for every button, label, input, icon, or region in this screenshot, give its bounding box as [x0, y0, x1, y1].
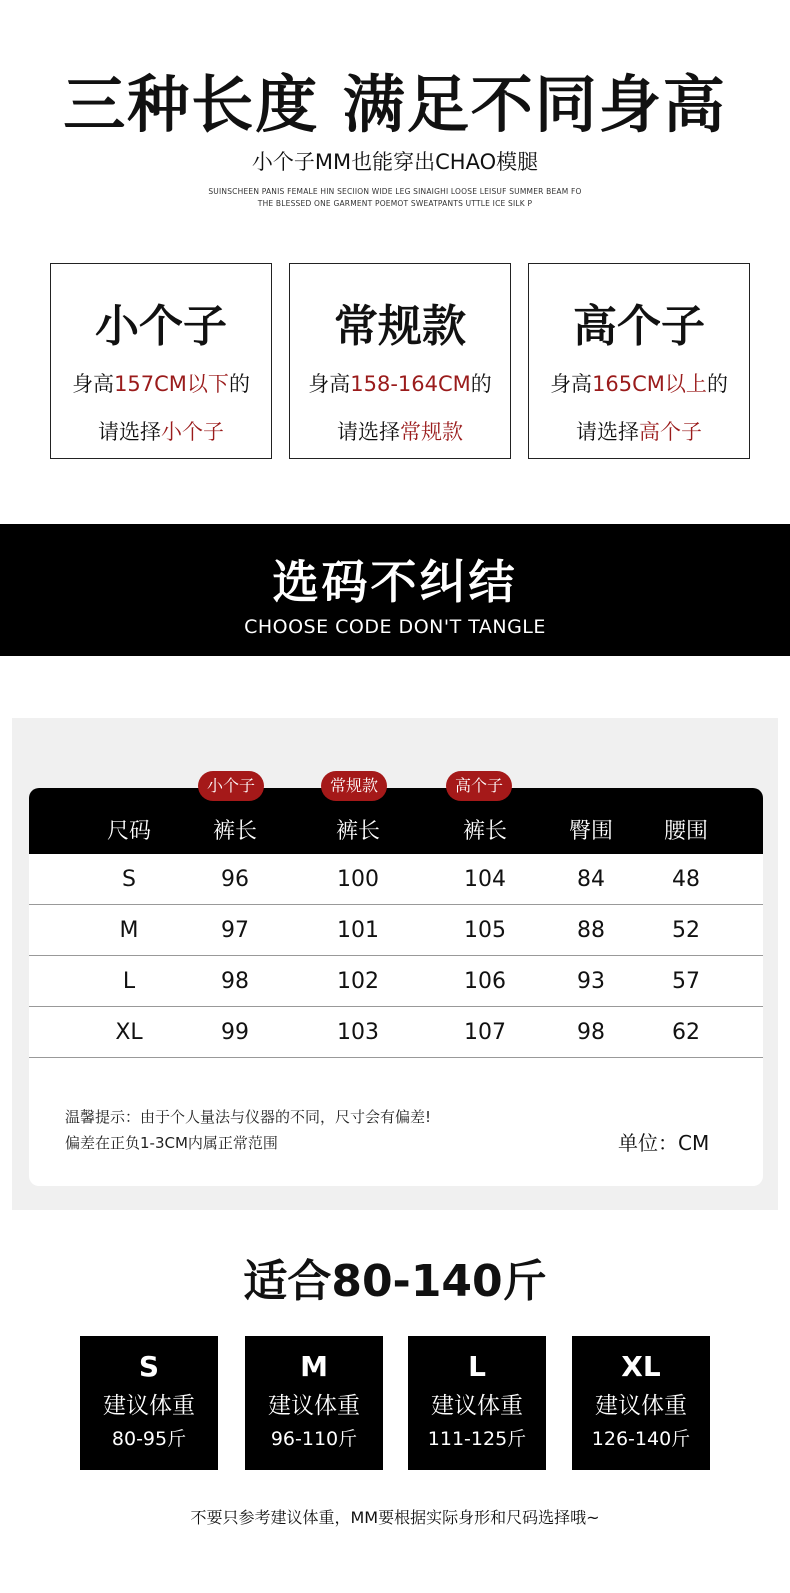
weight-card-size: M — [300, 1350, 328, 1383]
table-row — [29, 854, 763, 905]
table-cell: XL — [115, 1020, 143, 1045]
page-title: 三种长度 满足不同身高 — [63, 68, 727, 141]
table-cell: 103 — [337, 1020, 379, 1045]
table-cell: 96 — [221, 867, 249, 892]
length-box-height: 身高158-164CM的 — [308, 372, 492, 396]
weight-card-range: 80-95斤 — [111, 1428, 187, 1450]
weight-card-range: 111-125斤 — [427, 1428, 527, 1450]
banner-subtitle: CHOOSE CODE DON'T TANGLE — [244, 616, 546, 638]
footer-note: 不要只参考建议体重，MM要根据实际身形和尺码选择哦~ — [190, 1508, 600, 1527]
table-cell: L — [122, 969, 136, 994]
measurement-note: 温馨提示：由于个人量法与仪器的不同，尺寸会有偏差! — [65, 1108, 432, 1126]
weight-section-title: 适合80-140斤 — [243, 1256, 547, 1307]
table-cell: M — [119, 918, 139, 943]
table-cell: 107 — [464, 1020, 506, 1045]
length-box-title: 小个子 — [95, 301, 227, 352]
table-cell: 105 — [464, 918, 506, 943]
weight-card-m — [245, 1336, 383, 1470]
header-length-tall: 裤长 — [462, 819, 507, 844]
table-cell: 102 — [337, 969, 379, 994]
length-box-title: 高个子 — [573, 301, 705, 352]
length-box-choice: 请选择小个子 — [98, 420, 224, 444]
weight-card-size: L — [468, 1350, 486, 1383]
pill-regular: 常规款 — [321, 771, 387, 801]
tolerance-note: 偏差在正负1-3CM内属正常范围 — [65, 1134, 278, 1152]
length-box-choice: 请选择高个子 — [576, 420, 702, 444]
weight-card-range: 126-140斤 — [591, 1428, 691, 1450]
weight-card-label: 建议体重 — [103, 1393, 195, 1419]
size-guide-banner — [0, 524, 790, 656]
length-box-choice: 请选择常规款 — [337, 420, 463, 444]
weight-card-size: S — [138, 1350, 160, 1383]
table-cell: 100 — [337, 867, 379, 892]
pill-short: 小个子 — [198, 771, 264, 801]
header-length-regular: 裤长 — [335, 819, 380, 844]
table-cell: 98 — [221, 969, 249, 994]
table-row — [29, 1007, 763, 1058]
table-cell: 106 — [464, 969, 506, 994]
table-cell: 99 — [221, 1020, 249, 1045]
length-box-title: 常规款 — [334, 301, 466, 352]
table-cell: 57 — [672, 969, 700, 994]
header-length-short: 裤长 — [212, 819, 257, 844]
table-row — [29, 956, 763, 1007]
table-cell: 88 — [577, 918, 605, 943]
page-subtitle: 小个子MM也能穿出CHAO模腿 — [251, 150, 539, 174]
table-cell: 97 — [221, 918, 249, 943]
header-hip: 臀围 — [568, 819, 613, 844]
header-waist: 腰围 — [663, 819, 708, 844]
length-box-height: 身高165CM以上的 — [550, 372, 728, 396]
banner-title: 选码不纠结 — [272, 555, 518, 609]
length-box-regular — [289, 263, 511, 459]
pill-tall: 高个子 — [446, 771, 512, 801]
weight-card-range: 96-110斤 — [270, 1428, 358, 1450]
weight-card-label: 建议体重 — [431, 1393, 523, 1419]
table-header — [29, 788, 763, 854]
english-tagline-1: SUINSCHEEN PANIS FEMALE HIN SECIION WIDE LEG SINAIGHI LOOSE LEISUF SUMMER BEAM FO — [208, 187, 582, 196]
table-cell: S — [122, 867, 136, 892]
table-cell: 98 — [577, 1020, 605, 1045]
table-cell: 52 — [672, 918, 700, 943]
weight-card-label: 建议体重 — [595, 1393, 687, 1419]
weight-card-size: XL — [621, 1350, 661, 1383]
weight-card-l — [408, 1336, 546, 1470]
header-size: 尺码 — [106, 819, 151, 844]
table-cell: 62 — [672, 1020, 700, 1045]
table-cell: 104 — [464, 867, 506, 892]
table-cell: 84 — [577, 867, 605, 892]
table-cell: 48 — [672, 867, 700, 892]
table-row — [29, 905, 763, 956]
table-cell: 101 — [337, 918, 379, 943]
weight-card-s — [80, 1336, 218, 1470]
english-tagline-2: THE BLESSED ONE GARMENT POEMOT SWEATPANTS UTTLE ICE SILK P — [257, 199, 533, 208]
length-box-height: 身高157CM以下的 — [72, 372, 250, 396]
table-cell: 93 — [577, 969, 605, 994]
weight-card-xl — [572, 1336, 710, 1470]
unit-label: 单位：CM — [618, 1131, 710, 1155]
weight-card-label: 建议体重 — [268, 1393, 360, 1419]
length-box-tall — [528, 263, 750, 459]
length-box-short — [50, 263, 272, 459]
